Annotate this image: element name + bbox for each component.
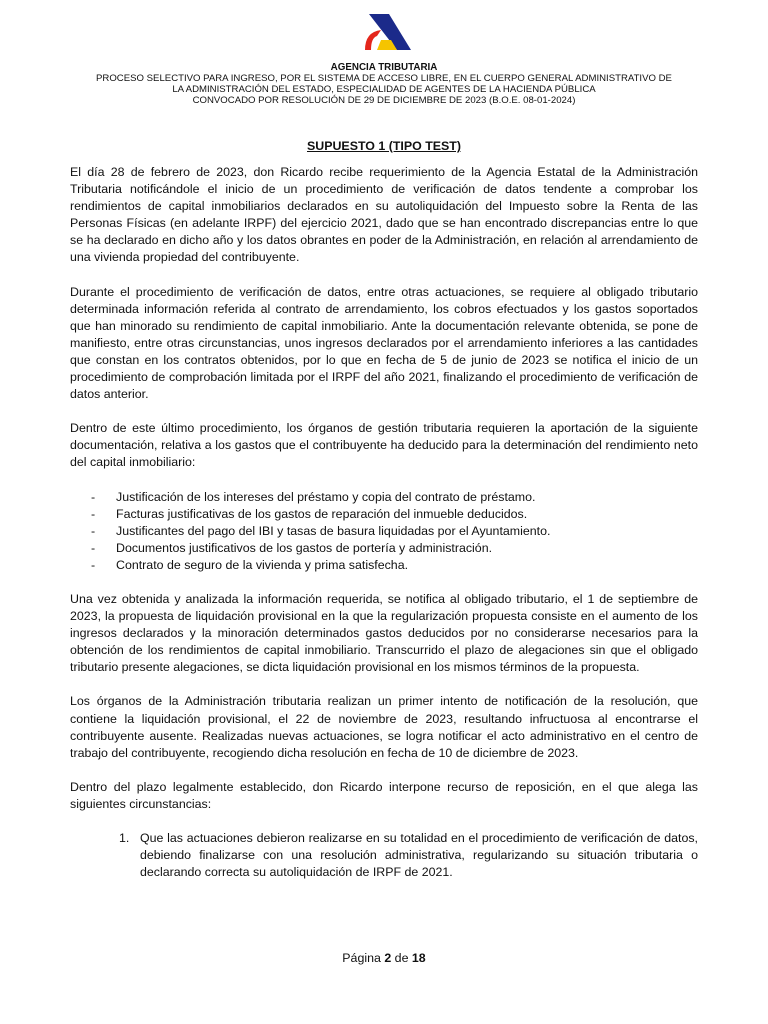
numbered-item — [70, 830, 698, 881]
paragraph-4: Una vez obtenida y analizada la información requerida, se notifica al obligado tributario, el 1 de septiembre de 2023, la propuesta de liquidación provisional en la que la regularización propuesta consiste en el aumento de los ingresos declarados y la minoración determinados gastos deducidos por no considerarse necesarios para la obtención de los rendimientos de capital inmobiliario. Transcurrido el plazo de alegaciones sin que el obligado tributario presente alegaciones, se dicta liquidación provisional en los mismos términos de la propuesta. — [70, 591, 698, 675]
bullet-marker: - — [91, 523, 96, 538]
agencia-tributaria-logo — [359, 10, 411, 56]
list-item — [70, 523, 698, 540]
list-item-text: Facturas justificativas de los gastos de reparación del inmueble deducidos. — [116, 506, 528, 521]
list-item-text: Justificación de los intereses del préstamo y copia del contrato de préstamo. — [116, 489, 536, 504]
list-item — [70, 506, 698, 523]
header-line-3: CONVOCADO POR RESOLUCIÓN DE 29 DE DICIEMBRE DE 2023 (B.O.E. 08-01-2024) — [192, 95, 576, 106]
document-body — [70, 164, 698, 881]
bullet-marker: - — [91, 506, 96, 521]
agency-name: AGENCIA TRIBUTARIA — [330, 62, 438, 73]
list-item-text: Contrato de seguro de la vivienda y prima satisfecha. — [116, 557, 409, 572]
page-prefix: Página — [342, 951, 385, 965]
numbered-item-text: Que las actuaciones debieron realizarse en su totalidad en el procedimiento de verificación de datos, debiendo finalizarse con una resolución administrativa, regularizando su situación tributaria o declarando correcta su autoliquidación de IRPF de 2021. — [140, 831, 698, 880]
list-item — [70, 540, 698, 557]
paragraph-6: Dentro del plazo legalmente establecido, don Ricardo interpone recurso de reposición, en el que alega las siguientes circunstancias: — [70, 779, 698, 811]
bullet-marker: - — [91, 557, 96, 572]
document-header — [40, 62, 728, 106]
paragraph-2: Durante el procedimiento de verificación de datos, entre otras actuaciones, se requiere al obligado tributario determinada información referida al contrato de arrendamiento, los cobros efectuados y los gastos soportados que han minorado su rendimiento de capital inmobiliario. Ante la documentación relevante obtenida, se pone de manifiesto, entre otras circunstancias, unos ingresos declarados por el arrendamiento inferiores a las cantidades que constan en los contratos obtenidos, por lo que en fecha de 5 de junio de 2023 se notifica el inicio de un procedimiento de comprobación limitada por el IRPF del año 2021, finalizando el procedimiento de verificación de datos anterior. — [70, 284, 698, 402]
paragraph-3: Dentro de este último procedimiento, los órganos de gestión tributaria requieren la aportación de la siguiente documentación, relativa a los gastos que el contribuyente ha deducido para la determinación del rendimiento neto del capital inmobiliario: — [70, 421, 698, 470]
bullet-marker: - — [91, 540, 96, 555]
allegations-list — [70, 830, 698, 881]
header-line-2: LA ADMINISTRACIÓN DEL ESTADO, ESPECIALIDAD DE AGENTES DE LA HACIENDA PÚBLICA — [172, 84, 596, 95]
page-current: 2 — [384, 951, 392, 965]
list-item — [70, 557, 698, 574]
bullet-marker: - — [91, 489, 96, 504]
paragraph-1: El día 28 de febrero de 2023, don Ricardo recibe requerimiento de la Agencia Estatal de la Administración Tributaria notificándole el inicio de un procedimiento de verificación de datos tendente a comprobar los rendimientos de capital inmobiliarios declarados en su autoliquidación del Impuesto sobre la Renta de las Personas Físicas (en adelante IRPF) del ejercicio 2021, dado que se han encontrado discrepancias entre lo que se ha declarado en dicho año y los datos obrantes en poder de la Administración, en relación al arrendamiento de una vivienda propiedad del contribuyente. — [70, 165, 698, 265]
page-footer — [0, 951, 768, 965]
page-total: 18 — [411, 951, 426, 965]
item-number: 1. — [119, 831, 130, 845]
paragraph-5: Los órganos de la Administración tributaria realizan un primer intento de notificación de la resolución, que contiene la liquidación provisional, el 22 de noviembre de 2023, resultando infructuosa al encontrarse el contribuyente ausente. Realizadas nuevas actuaciones, se logra notificar el acto administrativo en el centro de trabajo del contribuyente, recogiendo dicha resolución en fecha de 10 de diciembre de 2023. — [70, 694, 698, 760]
list-item-text: Justificantes del pago del IBI y tasas de basura liquidadas por el Ayuntamiento. — [116, 523, 551, 538]
list-item — [70, 489, 698, 506]
page-separator: de — [391, 951, 412, 965]
list-item-text: Documentos justificativos de los gastos de portería y administración. — [116, 540, 493, 555]
page-title: SUPUESTO 1 (TIPO TEST) — [307, 139, 461, 153]
documentation-list — [70, 489, 698, 574]
header-line-1: PROCESO SELECTIVO PARA INGRESO, POR EL SISTEMA DE ACCESO LIBRE, EN EL CUERPO GENERAL ADMINISTRATIVO DE — [96, 73, 672, 84]
